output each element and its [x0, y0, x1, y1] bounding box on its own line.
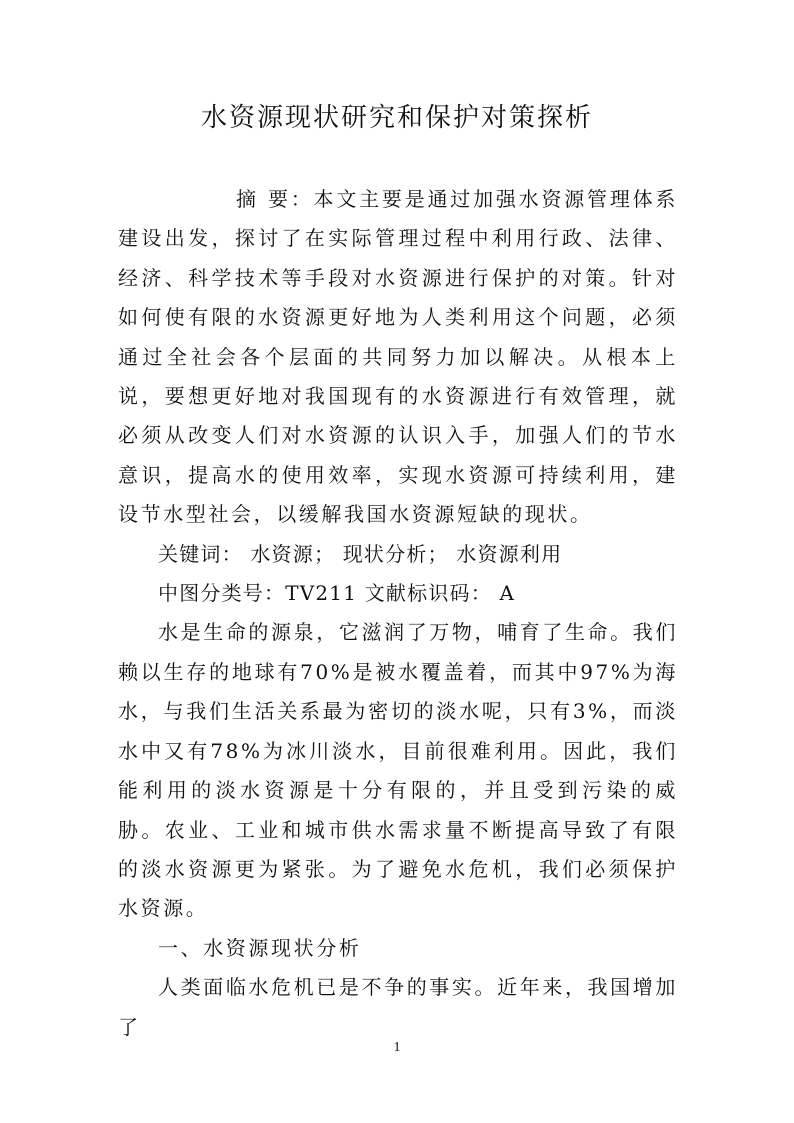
page-title: 水资源现状研究和保护对策探析: [200, 103, 593, 133]
body-paragraph: 水是生命的源泉，它滋润了万物，哺育了生命。我们赖以生存的地球有70%是被水覆盖着，而其中97%为海水，与我们生活关系最为密切的淡水呢，只有3%，而淡水中又有78%为冰川淡水，目前很难利用。因此，我们能利用的淡水资源是十分有限的，并且受到污染的威胁。农业、工业和城市供水需求量不断提高导致了有限的淡水资源更为紧张。为了避免水危机，我们必须保护水资源。: [118, 620, 678, 921]
body-paragraph: 人类面临水危机已是不争的事实。近年来，我国增加了: [118, 975, 678, 1039]
abstract-paragraph: 摘 要：本文主要是通过加强水资源管理体系建设出发，探讨了在实际管理过程中利用行政、法律、经济、科学技术等手段对水资源进行保护的对策。针对如何使有限的水资源更好地为人类利用这个问题，必须通过全社会各个层面的共同努力加以解决。从根本上说，要想更好地对我国现有的水资源进行有效管理，就必须从改变人们对水资源的认识入手，加强人们的节水意识，提高水的使用效率，实现水资源可持续利用，建设节水型社会，以缓解我国水资源短缺的现状。: [118, 187, 678, 527]
document-body: [118, 180, 678, 1047]
classification-line: 中图分类号：TV211 文献标识码： A: [158, 581, 516, 606]
section-heading: 一、水资源现状分析: [158, 935, 362, 960]
page-number: 1: [393, 1040, 401, 1055]
keywords-line: 关键词： 水资源； 现状分析； 水资源利用: [158, 541, 563, 566]
